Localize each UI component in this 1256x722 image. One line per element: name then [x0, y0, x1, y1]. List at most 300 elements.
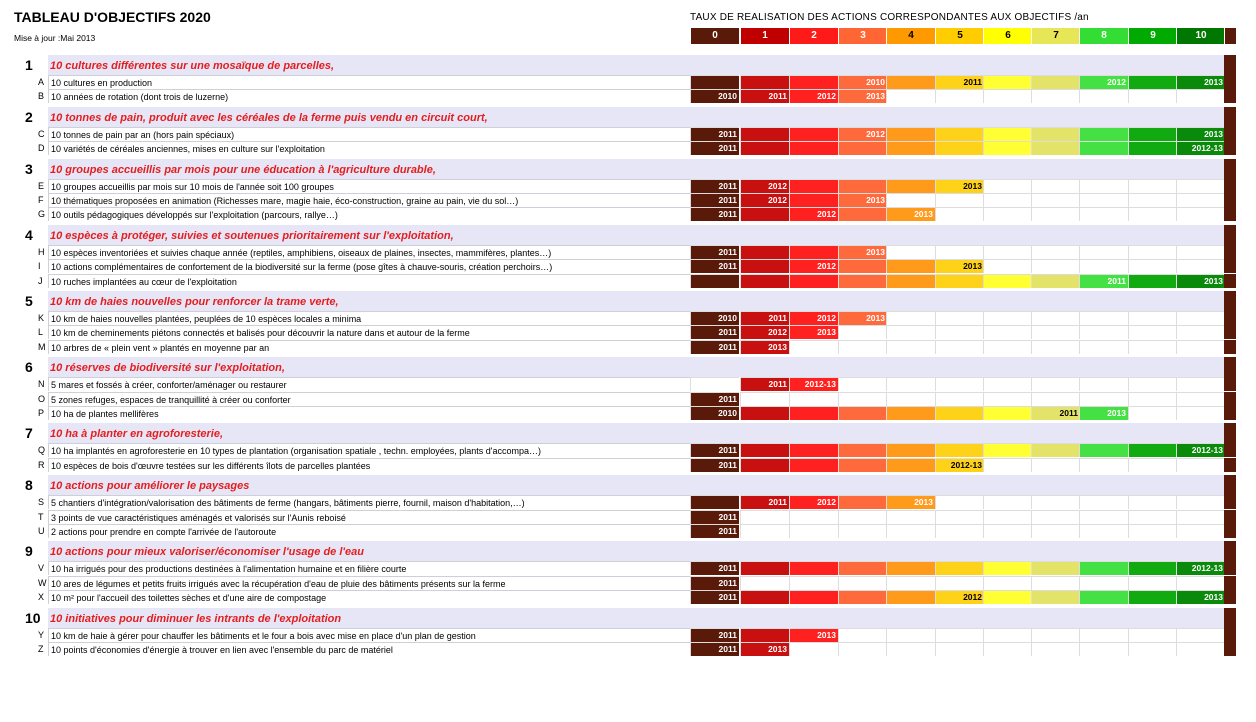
row-letter: F	[38, 195, 44, 205]
progress-cell	[983, 340, 1032, 354]
progress-cell: 2011	[690, 340, 739, 354]
progress-cell: 2010	[690, 311, 739, 325]
row-end-bar	[1224, 107, 1236, 127]
progress-cell: 2011	[740, 89, 789, 103]
progress-cell	[1031, 392, 1080, 406]
progress-cell: 2011	[690, 561, 739, 575]
progress-cell: 2012	[789, 495, 838, 509]
progress-cell	[740, 406, 789, 420]
section-title: 10 groupes accueillis par mois pour une éducation à l'agriculture durable,	[50, 163, 436, 176]
progress-cell	[983, 406, 1032, 420]
progress-cell	[1176, 377, 1225, 391]
progress-cell: 2011	[1031, 406, 1080, 420]
scale-col-3	[838, 28, 887, 44]
progress-cell	[789, 274, 838, 288]
progress-cell: 2011	[690, 628, 739, 642]
progress-cell	[983, 207, 1032, 221]
section-title: 10 réserves de biodiversité sur l'exploitation,	[50, 362, 285, 375]
progress-cell	[935, 576, 984, 590]
progress-cell	[935, 141, 984, 155]
progress-cell	[983, 89, 1032, 103]
progress-cell	[1128, 274, 1177, 288]
objective-label: 10 arbres de « plein vent » plantés en moyenne par an	[48, 340, 690, 354]
progress-cell	[1031, 458, 1080, 472]
progress-cell	[1079, 458, 1128, 472]
section-title: 10 espèces à protéger, suivies et soutenues prioritairement sur l'exploitation,	[50, 229, 454, 242]
progress-cell	[983, 75, 1032, 89]
scale-col-label: 8	[1101, 30, 1107, 41]
progress-cell: 2012-13	[1176, 141, 1225, 155]
progress-cell	[1128, 443, 1177, 457]
objective-label: 10 km de haies nouvelles plantées, peuplées de 10 espèces locales a minima	[48, 311, 690, 325]
row-end-bar	[1224, 357, 1236, 377]
progress-cell	[935, 245, 984, 259]
row-letter: Q	[38, 445, 46, 456]
progress-cell	[740, 510, 789, 524]
progress-cell	[1176, 340, 1225, 354]
objective-label: 10 thématiques proposées en animation (Richesses mare, magie haie, éco-construction, graine au pain, vie du sol…)	[48, 193, 690, 207]
progress-cell	[935, 274, 984, 288]
row-letter: Z	[38, 644, 44, 654]
row-end-bar	[1224, 245, 1236, 259]
row-end-bar	[1224, 311, 1236, 325]
scale-col-0	[690, 28, 739, 44]
progress-cell	[886, 458, 935, 472]
progress-cell	[1128, 524, 1177, 538]
objective-label: 10 ares de légumes et petits fruits irrigués avec la récupération d'eau de pluie des bâtiments présents sur la ferme	[48, 576, 690, 590]
progress-cell	[1128, 377, 1177, 391]
row-end-bar	[1224, 524, 1236, 538]
progress-cell	[1176, 642, 1225, 656]
progress-cell	[935, 377, 984, 391]
progress-cell: 2011	[690, 524, 739, 538]
scale-col-label: 4	[908, 30, 914, 41]
progress-cell	[1079, 325, 1128, 339]
progress-cell	[1128, 590, 1177, 604]
progress-cell	[1031, 510, 1080, 524]
progress-cell	[886, 443, 935, 457]
progress-cell	[1176, 311, 1225, 325]
progress-cell: 2013	[838, 89, 887, 103]
progress-cell: 2012-13	[789, 377, 838, 391]
progress-cell: 2013	[886, 495, 935, 509]
progress-cell	[740, 524, 789, 538]
objective-label: 10 outils pédagogiques développés sur l'exploitation (parcours, rallye…)	[48, 207, 690, 221]
progress-cell: 2012	[1079, 75, 1128, 89]
progress-cell	[789, 524, 838, 538]
progress-cell: 2013	[789, 628, 838, 642]
objective-label: 5 zones refuges, espaces de tranquillité à créer ou conforter	[48, 392, 690, 406]
row-letter: Y	[38, 629, 45, 640]
progress-cell	[789, 458, 838, 472]
progress-cell	[838, 576, 887, 590]
row-end-bar	[1224, 392, 1236, 406]
progress-cell	[886, 377, 935, 391]
progress-cell	[983, 325, 1032, 339]
progress-cell	[886, 524, 935, 538]
progress-cell	[886, 311, 935, 325]
progress-cell: 2011	[690, 510, 739, 524]
row-end-bar	[1224, 475, 1236, 495]
progress-cell	[886, 325, 935, 339]
progress-cell	[1031, 179, 1080, 193]
progress-cell	[1079, 443, 1128, 457]
progress-cell: 2012	[789, 207, 838, 221]
progress-cell	[1128, 576, 1177, 590]
row-end-bar	[1224, 406, 1236, 420]
scale-col-label: 6	[1005, 30, 1011, 41]
row-letter: C	[38, 128, 45, 139]
row-letter: N	[38, 379, 45, 390]
row-letter: T	[38, 511, 44, 522]
progress-cell: 2011	[690, 141, 739, 155]
scale-col-label: 5	[957, 30, 963, 41]
progress-cell: 2013	[1176, 274, 1225, 288]
scale-col-8	[1079, 28, 1128, 44]
progress-cell	[886, 193, 935, 207]
row-letter: V	[38, 563, 45, 574]
row-letter: O	[38, 393, 46, 404]
progress-cell	[1031, 340, 1080, 354]
progress-cell	[1079, 495, 1128, 509]
row-letter: K	[38, 313, 45, 323]
progress-cell: 2011	[690, 259, 739, 273]
row-end-bar	[1224, 423, 1236, 443]
progress-cell: 2013	[838, 193, 887, 207]
progress-cell	[886, 590, 935, 604]
progress-cell	[886, 510, 935, 524]
row-end-bar	[1224, 340, 1236, 354]
progress-cell	[838, 458, 887, 472]
progress-cell	[983, 443, 1032, 457]
progress-cell	[1031, 245, 1080, 259]
progress-cell: 2013	[1079, 406, 1128, 420]
progress-cell	[838, 443, 887, 457]
progress-cell	[935, 127, 984, 141]
row-letter: W	[38, 577, 47, 588]
progress-cell	[886, 576, 935, 590]
progress-cell	[1079, 245, 1128, 259]
progress-cell: 2012-13	[1176, 561, 1225, 575]
progress-cell	[838, 259, 887, 273]
progress-cell	[983, 392, 1032, 406]
progress-cell	[1176, 89, 1225, 103]
progress-cell	[1079, 561, 1128, 575]
progress-cell	[789, 642, 838, 656]
objective-label: 10 espèces de bois d'œuvre testées sur les différents îlots de parcelles plantées	[48, 458, 690, 472]
progress-cell	[838, 325, 887, 339]
progress-cell: 2012	[740, 325, 789, 339]
objective-label: 10 ruches implantées au cœur de l'exploitation	[48, 274, 690, 288]
section-title: 10 tonnes de pain, produit avec les céréales de la ferme puis vendu en circuit court,	[50, 111, 488, 124]
row-letter: S	[38, 497, 45, 508]
scale-col-label: 2	[811, 30, 817, 41]
progress-cell	[1031, 443, 1080, 457]
scale-col-label: 3	[860, 30, 866, 41]
section-number: 4	[25, 226, 33, 243]
progress-cell	[1128, 406, 1177, 420]
progress-cell	[886, 141, 935, 155]
progress-cell	[935, 406, 984, 420]
progress-cell: 2012	[789, 89, 838, 103]
scale-end-bar	[1224, 28, 1236, 44]
section-number: 6	[25, 359, 33, 376]
objective-label: 10 cultures en production	[48, 75, 690, 89]
progress-cell	[935, 510, 984, 524]
objective-label: 10 groupes accueillis par mois sur 10 mois de l'année soit 100 groupes	[48, 179, 690, 193]
row-letter: H	[38, 246, 45, 257]
progress-cell	[886, 274, 935, 288]
progress-cell: 2011	[690, 193, 739, 207]
progress-cell	[886, 406, 935, 420]
progress-cell: 2011	[690, 127, 739, 141]
progress-cell	[1128, 325, 1177, 339]
progress-cell	[1128, 193, 1177, 207]
progress-cell: 2011	[690, 245, 739, 259]
progress-cell	[935, 325, 984, 339]
progress-cell	[983, 495, 1032, 509]
taux-label: TAUX DE REALISATION DES ACTIONS CORRESPONDANTES AUX OBJECTIFS /an	[690, 12, 1089, 23]
progress-cell: 2012	[740, 193, 789, 207]
row-end-bar	[1224, 55, 1236, 75]
progress-cell	[740, 127, 789, 141]
objective-label: 3 points de vue caractéristiques aménagés et valorisés sur l'Aunis reboisé	[48, 510, 690, 524]
progress-cell	[983, 561, 1032, 575]
progress-cell: 2012	[740, 179, 789, 193]
progress-cell	[1128, 458, 1177, 472]
progress-cell	[838, 406, 887, 420]
progress-cell	[1176, 628, 1225, 642]
row-letter: R	[38, 459, 45, 470]
progress-cell: 2011	[690, 325, 739, 339]
progress-cell	[1128, 259, 1177, 273]
progress-cell	[983, 524, 1032, 538]
progress-cell	[983, 510, 1032, 524]
row-end-bar	[1224, 628, 1236, 642]
section-band	[48, 423, 1224, 443]
scale-col-label: 7	[1053, 30, 1059, 41]
progress-cell	[935, 561, 984, 575]
progress-cell	[740, 245, 789, 259]
row-end-bar	[1224, 590, 1236, 604]
progress-cell	[983, 642, 1032, 656]
progress-cell	[935, 443, 984, 457]
progress-cell	[983, 141, 1032, 155]
section-number: 3	[25, 160, 33, 177]
progress-cell	[838, 141, 887, 155]
progress-cell	[1176, 406, 1225, 420]
progress-cell	[935, 207, 984, 221]
objective-label: 10 km de cheminements piétons connectés et balisés pour découvrir la nature dans et autour de la ferme	[48, 325, 690, 339]
progress-cell	[1176, 245, 1225, 259]
progress-cell	[740, 141, 789, 155]
progress-cell	[740, 590, 789, 604]
row-end-bar	[1224, 179, 1236, 193]
row-end-bar	[1224, 141, 1236, 155]
progress-cell	[1079, 510, 1128, 524]
progress-cell	[983, 193, 1032, 207]
row-letter: B	[38, 91, 45, 102]
progress-cell	[1031, 311, 1080, 325]
progress-cell	[1031, 561, 1080, 575]
objective-label: 10 espèces inventoriées et suivies chaque année (reptiles, amphibiens, oiseaux de plaines, insectes, mammifères, plantes…)	[48, 245, 690, 259]
section-number: 7	[25, 425, 33, 442]
progress-cell	[1031, 75, 1080, 89]
row-end-bar	[1224, 207, 1236, 221]
progress-cell: 2011	[690, 443, 739, 457]
progress-cell	[789, 510, 838, 524]
progress-cell	[983, 274, 1032, 288]
progress-cell: 2011	[740, 311, 789, 325]
progress-cell	[886, 642, 935, 656]
scale-col-6	[983, 28, 1032, 44]
progress-cell	[1031, 377, 1080, 391]
progress-cell: 2013	[740, 642, 789, 656]
page-title: TABLEAU D'OBJECTIFS 2020	[14, 9, 211, 25]
progress-cell	[886, 127, 935, 141]
progress-cell	[789, 141, 838, 155]
section-number: 1	[25, 57, 33, 73]
objective-label: 10 ha implantés en agroforesterie en 10 types de plantation (organisation spatiale , techn. employées, plants d'accompa…)	[48, 443, 690, 457]
progress-cell	[1128, 561, 1177, 575]
progress-cell	[886, 89, 935, 103]
progress-cell	[1176, 179, 1225, 193]
progress-cell	[1079, 179, 1128, 193]
progress-cell	[740, 561, 789, 575]
progress-cell	[838, 392, 887, 406]
row-end-bar	[1224, 225, 1236, 245]
progress-cell	[1176, 576, 1225, 590]
progress-cell	[690, 274, 739, 288]
scale-col-label: 0	[712, 30, 718, 41]
progress-cell: 2011	[690, 207, 739, 221]
progress-cell: 2011	[740, 377, 789, 391]
progress-cell	[838, 274, 887, 288]
progress-cell: 2011	[690, 392, 739, 406]
objective-label: 10 km de haie à gérer pour chauffer les bâtiments et le four a bois avec mise en place d'un plan de gestion	[48, 628, 690, 642]
scale-col-9	[1128, 28, 1177, 44]
progress-cell	[838, 642, 887, 656]
progress-cell	[1176, 510, 1225, 524]
progress-cell	[1079, 141, 1128, 155]
progress-cell: 2013	[1176, 127, 1225, 141]
row-end-bar	[1224, 495, 1236, 509]
progress-cell	[1079, 207, 1128, 221]
progress-cell	[789, 340, 838, 354]
progress-cell	[1031, 495, 1080, 509]
progress-cell	[983, 576, 1032, 590]
progress-cell	[1128, 628, 1177, 642]
progress-cell	[838, 561, 887, 575]
objective-label: 10 ha irrigués pour des productions destinées à l'alimentation humaine et en filière courte	[48, 561, 690, 575]
row-end-bar	[1224, 443, 1236, 457]
progress-cell	[789, 590, 838, 604]
progress-cell	[1079, 89, 1128, 103]
progress-cell	[1031, 207, 1080, 221]
scale-col-10	[1176, 28, 1225, 44]
progress-cell	[886, 179, 935, 193]
progress-cell	[1079, 340, 1128, 354]
progress-cell	[1176, 392, 1225, 406]
progress-cell	[740, 259, 789, 273]
progress-cell	[1176, 495, 1225, 509]
objective-label: 5 chantiers d'intégration/valorisation des bâtiments de ferme (hangars, bâtiments pierre, fournil, maison d'habitation,…)	[48, 495, 690, 509]
progress-cell: 2010	[690, 406, 739, 420]
section-title: 10 initiatives pour diminuer les intrants de l'exploitation	[50, 612, 342, 625]
progress-cell	[1128, 495, 1177, 509]
progress-cell: 2011	[690, 179, 739, 193]
progress-cell	[1176, 458, 1225, 472]
row-end-bar	[1224, 642, 1236, 656]
progress-cell: 2010	[838, 75, 887, 89]
progress-cell	[789, 392, 838, 406]
progress-cell	[1031, 89, 1080, 103]
section-title: 10 actions pour mieux valoriser/économiser l'usage de l'eau	[50, 546, 364, 559]
progress-cell	[935, 495, 984, 509]
section-title: 10 km de haies nouvelles pour renforcer la trame verte,	[50, 296, 339, 308]
progress-cell	[1031, 642, 1080, 656]
progress-cell: 2011	[690, 590, 739, 604]
progress-cell	[886, 75, 935, 89]
progress-cell	[983, 458, 1032, 472]
progress-cell	[935, 628, 984, 642]
progress-cell	[886, 259, 935, 273]
progress-cell	[1128, 89, 1177, 103]
progress-cell: 2011	[740, 495, 789, 509]
progress-cell	[789, 443, 838, 457]
progress-cell	[1079, 524, 1128, 538]
scale-col-2	[789, 28, 838, 44]
progress-cell: 2011	[1079, 274, 1128, 288]
progress-cell	[1128, 127, 1177, 141]
progress-cell	[1128, 75, 1177, 89]
progress-cell	[1079, 259, 1128, 273]
row-letter: I	[38, 261, 41, 272]
row-end-bar	[1224, 274, 1236, 288]
scale-col-label: 10	[1195, 30, 1207, 41]
progress-cell	[1079, 576, 1128, 590]
section-number: 5	[25, 293, 33, 309]
row-letter: A	[38, 77, 45, 87]
progress-cell	[1176, 207, 1225, 221]
progress-cell	[886, 628, 935, 642]
row-end-bar	[1224, 127, 1236, 141]
progress-cell	[740, 207, 789, 221]
progress-cell	[935, 89, 984, 103]
row-end-bar	[1224, 89, 1236, 103]
progress-cell	[789, 75, 838, 89]
progress-cell	[838, 340, 887, 354]
progress-cell	[983, 377, 1032, 391]
progress-cell	[983, 179, 1032, 193]
row-end-bar	[1224, 193, 1236, 207]
progress-cell	[886, 561, 935, 575]
progress-cell: 2012-13	[1176, 443, 1225, 457]
progress-cell	[789, 406, 838, 420]
objective-label: 10 m² pour l'accueil des toilettes sèches et d'une aire de compostage	[48, 590, 690, 604]
section-title: 10 ha à planter en agroforesterie,	[50, 428, 224, 441]
progress-cell	[1031, 576, 1080, 590]
progress-cell	[740, 75, 789, 89]
progress-cell: 2013	[1176, 75, 1225, 89]
progress-cell	[1031, 325, 1080, 339]
progress-cell	[789, 179, 838, 193]
progress-cell	[886, 245, 935, 259]
row-end-bar	[1224, 75, 1236, 89]
progress-cell	[935, 340, 984, 354]
progress-cell	[838, 495, 887, 509]
progress-cell	[1128, 311, 1177, 325]
